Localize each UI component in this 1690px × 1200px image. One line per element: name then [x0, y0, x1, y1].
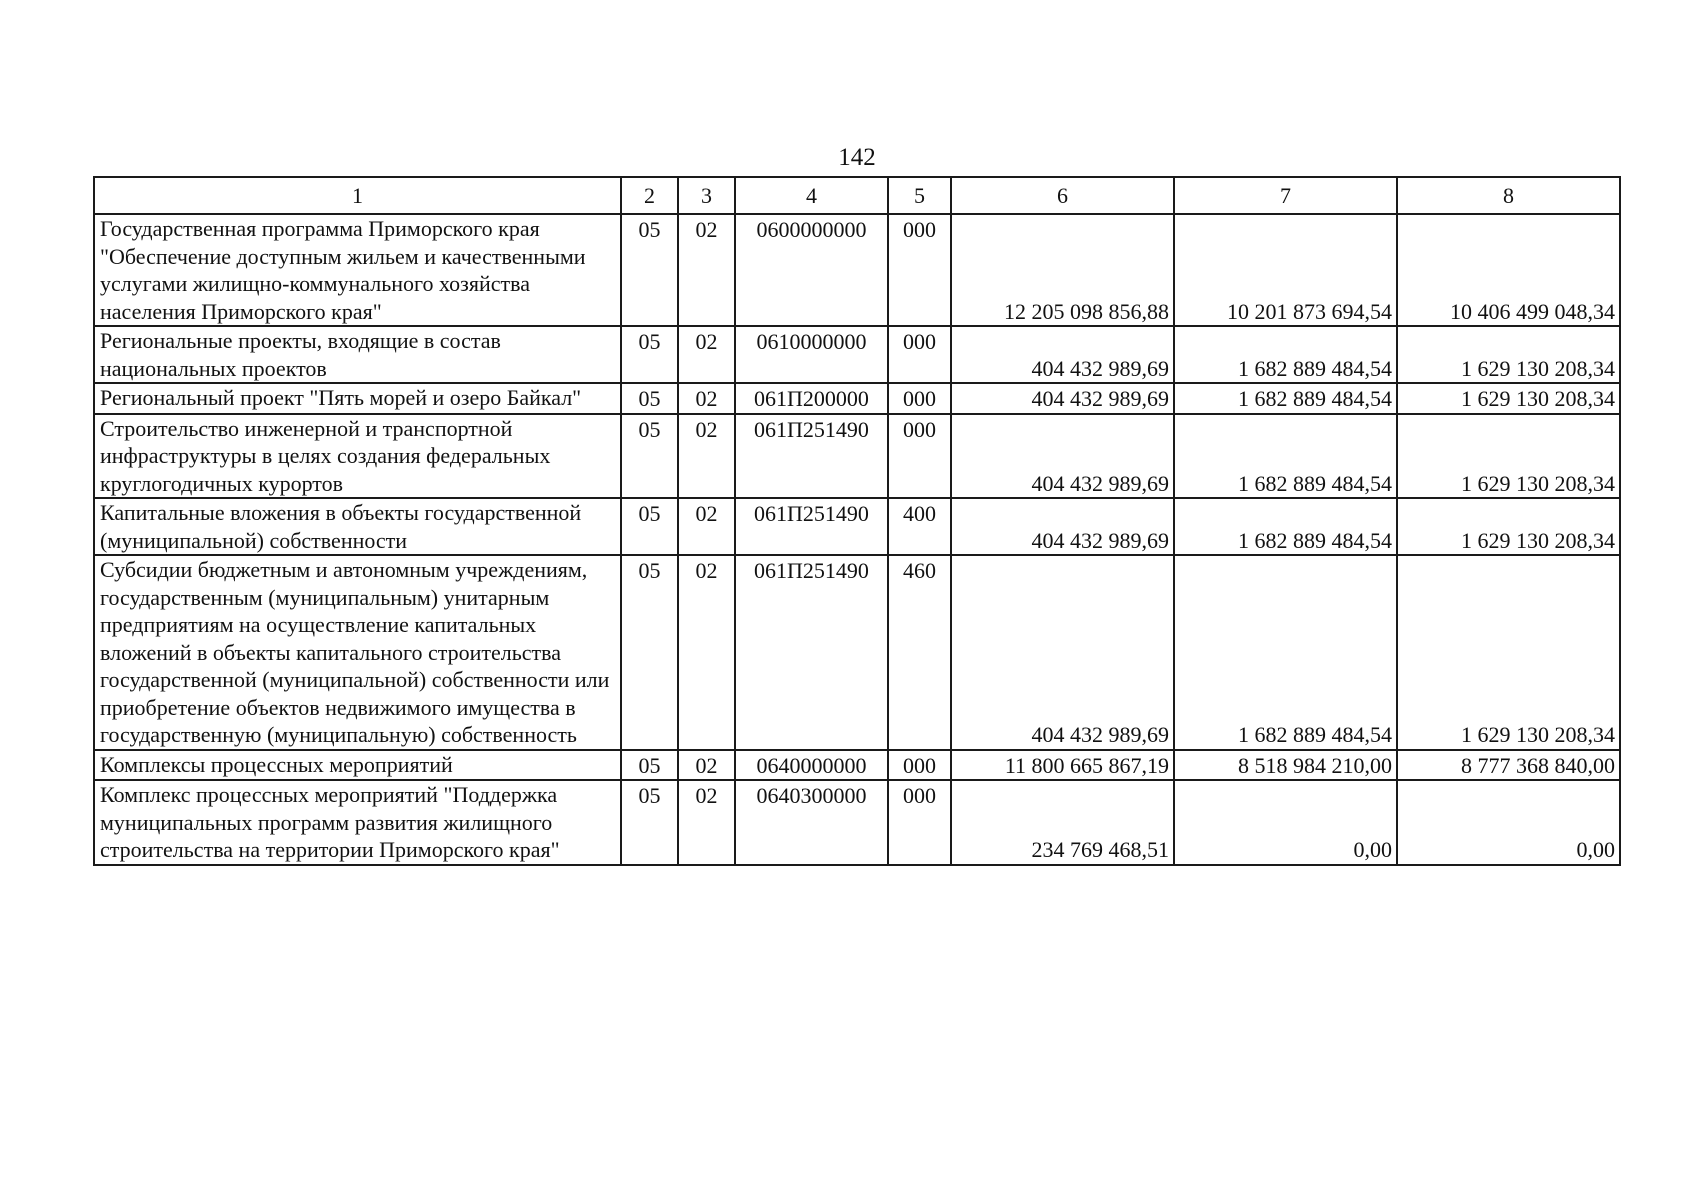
table-row — [94, 383, 1620, 414]
section-code: 05 — [621, 498, 678, 555]
expense-type-code: 400 — [888, 498, 951, 555]
row-name: Строительство инженерной и транспортной инфраструктуры в целях создания федеральных круглогодичных курортов — [94, 414, 621, 499]
target-article-code: 061П200000 — [735, 383, 888, 414]
row-name: Капитальные вложения в объекты государственной (муниципальной) собственности — [94, 498, 621, 555]
amount-col-6: 234 769 468,51 — [951, 780, 1174, 865]
table-row — [94, 555, 1620, 750]
expense-type-code: 460 — [888, 555, 951, 750]
amount-col-8: 1 629 130 208,34 — [1397, 326, 1620, 383]
section-code: 05 — [621, 383, 678, 414]
amount-col-8: 1 629 130 208,34 — [1397, 555, 1620, 750]
amount-col-6: 404 432 989,69 — [951, 555, 1174, 750]
section-code: 05 — [621, 780, 678, 865]
column-header: 1 — [94, 177, 621, 214]
target-article-code: 0610000000 — [735, 326, 888, 383]
column-header: 8 — [1397, 177, 1620, 214]
expense-type-code: 000 — [888, 214, 951, 326]
amount-col-6: 11 800 665 867,19 — [951, 750, 1174, 781]
table-row — [94, 214, 1620, 326]
amount-col-8: 0,00 — [1397, 780, 1620, 865]
amount-col-7: 1 682 889 484,54 — [1174, 383, 1397, 414]
section-code: 05 — [621, 214, 678, 326]
subsection-code: 02 — [678, 750, 735, 781]
table-row — [94, 780, 1620, 865]
row-name: Региональные проекты, входящие в состав национальных проектов — [94, 326, 621, 383]
column-header-row — [94, 177, 1620, 214]
amount-col-8: 1 629 130 208,34 — [1397, 414, 1620, 499]
column-header: 6 — [951, 177, 1174, 214]
subsection-code: 02 — [678, 780, 735, 865]
target-article-code: 061П251490 — [735, 498, 888, 555]
target-article-code: 0600000000 — [735, 214, 888, 326]
row-name: Субсидии бюджетным и автономным учреждениям, государственным (муниципальным) унитарным предприятиям на осуществление капитальных вложений в объекты капитального строительства государственной (муниципальной) собственности или приобретение объектов недвижимого имущества в государственную (муниципальную) собственность — [94, 555, 621, 750]
amount-col-8: 10 406 499 048,34 — [1397, 214, 1620, 326]
target-article-code: 0640000000 — [735, 750, 888, 781]
expense-type-code: 000 — [888, 780, 951, 865]
expense-type-code: 000 — [888, 383, 951, 414]
amount-col-8: 1 629 130 208,34 — [1397, 383, 1620, 414]
row-name: Комплексы процессных мероприятий — [94, 750, 621, 781]
amount-col-8: 8 777 368 840,00 — [1397, 750, 1620, 781]
table-body — [94, 177, 1620, 865]
amount-col-6: 404 432 989,69 — [951, 414, 1174, 499]
column-header: 5 — [888, 177, 951, 214]
budget-table — [93, 176, 1621, 866]
expense-type-code: 000 — [888, 414, 951, 499]
column-header: 4 — [735, 177, 888, 214]
target-article-code: 061П251490 — [735, 555, 888, 750]
table-row — [94, 750, 1620, 781]
subsection-code: 02 — [678, 326, 735, 383]
amount-col-6: 404 432 989,69 — [951, 498, 1174, 555]
subsection-code: 02 — [678, 498, 735, 555]
section-code: 05 — [621, 555, 678, 750]
page-number: 142 — [838, 144, 876, 171]
expense-type-code: 000 — [888, 750, 951, 781]
amount-col-7: 10 201 873 694,54 — [1174, 214, 1397, 326]
column-header: 3 — [678, 177, 735, 214]
amount-col-7: 1 682 889 484,54 — [1174, 498, 1397, 555]
row-name: Комплекс процессных мероприятий "Поддержка муниципальных программ развития жилищного строительства на территории Приморского края" — [94, 780, 621, 865]
amount-col-7: 8 518 984 210,00 — [1174, 750, 1397, 781]
amount-col-6: 404 432 989,69 — [951, 326, 1174, 383]
table-row — [94, 498, 1620, 555]
amount-col-8: 1 629 130 208,34 — [1397, 498, 1620, 555]
expense-type-code: 000 — [888, 326, 951, 383]
amount-col-7: 1 682 889 484,54 — [1174, 326, 1397, 383]
table-row — [94, 414, 1620, 499]
subsection-code: 02 — [678, 214, 735, 326]
amount-col-6: 12 205 098 856,88 — [951, 214, 1174, 326]
section-code: 05 — [621, 750, 678, 781]
column-header: 7 — [1174, 177, 1397, 214]
amount-col-7: 1 682 889 484,54 — [1174, 555, 1397, 750]
section-code: 05 — [621, 326, 678, 383]
target-article-code: 0640300000 — [735, 780, 888, 865]
target-article-code: 061П251490 — [735, 414, 888, 499]
row-name: Региональный проект "Пять морей и озеро Байкал" — [94, 383, 621, 414]
amount-col-7: 1 682 889 484,54 — [1174, 414, 1397, 499]
column-header: 2 — [621, 177, 678, 214]
section-code: 05 — [621, 414, 678, 499]
row-name: Государственная программа Приморского края "Обеспечение доступным жильем и качественными услугами жилищно-коммунального хозяйства населения Приморского края" — [94, 214, 621, 326]
subsection-code: 02 — [678, 555, 735, 750]
table-row — [94, 326, 1620, 383]
amount-col-7: 0,00 — [1174, 780, 1397, 865]
amount-col-6: 404 432 989,69 — [951, 383, 1174, 414]
subsection-code: 02 — [678, 414, 735, 499]
subsection-code: 02 — [678, 383, 735, 414]
